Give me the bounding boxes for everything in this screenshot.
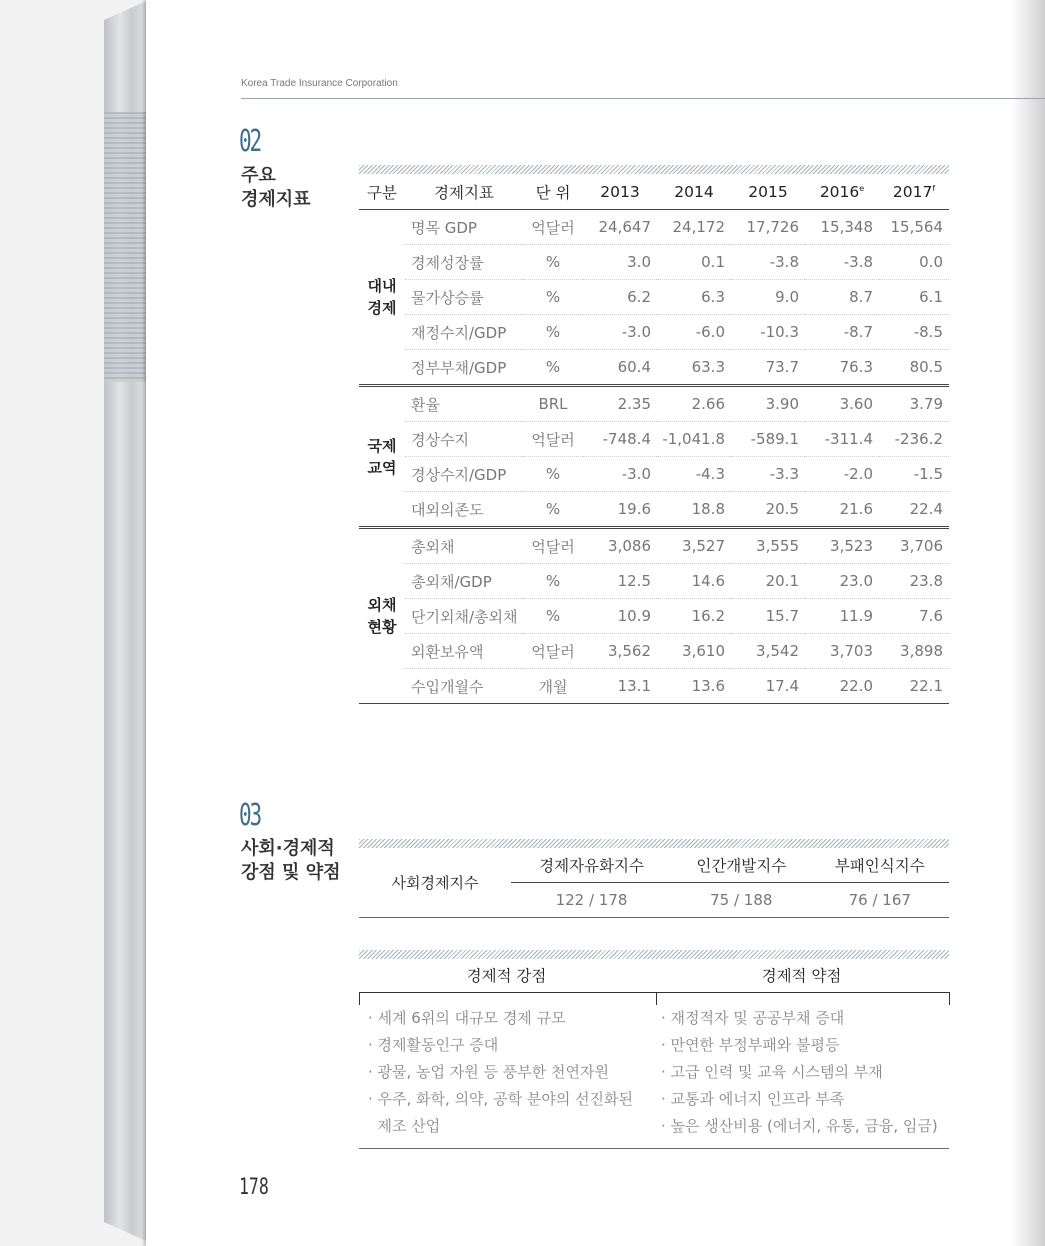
value-cell: 6.2 [583, 280, 657, 315]
unit-cell: % [523, 492, 583, 528]
value-cell: -3.0 [583, 315, 657, 350]
section-title-line2: 강점 및 약점 [241, 862, 341, 883]
header-year: 2017$^f$ [879, 174, 949, 210]
indicator-name: 명목 GDP [405, 210, 523, 245]
socio-col-header: 부패인식지수 [811, 848, 950, 883]
indicator-name: 경제성장률 [405, 245, 523, 280]
indicator-name: 수입개월수 [405, 669, 523, 704]
value-cell: 63.3 [657, 350, 731, 386]
forecast-mark: f [932, 183, 936, 193]
unit-cell: 억달러 [523, 528, 583, 564]
table-row [359, 599, 949, 634]
header-year: 2016e [805, 174, 879, 210]
section-number-03: 03 [239, 798, 261, 833]
unit-cell: BRL [523, 386, 583, 422]
value-cell: 13.1 [583, 669, 657, 704]
section-title-03 [241, 837, 340, 885]
value-cell: 3,706 [879, 528, 949, 564]
value-cell: 2.66 [657, 386, 731, 422]
unit-cell: % [523, 564, 583, 599]
value-cell: 6.1 [879, 280, 949, 315]
value-cell: 7.6 [879, 599, 949, 634]
value-cell: 3,527 [657, 528, 731, 564]
value-cell: 23.8 [879, 564, 949, 599]
table-header-row [359, 174, 949, 210]
header-year: 2015 [731, 174, 805, 210]
value-cell: 3,086 [583, 528, 657, 564]
value-cell: -589.1 [731, 422, 805, 457]
value-cell: 8.7 [805, 280, 879, 315]
value-cell: -3.8 [805, 245, 879, 280]
indicator-name: 경상수지 [405, 422, 523, 457]
weakness-list [661, 1005, 949, 1140]
table-row [359, 457, 949, 492]
value-cell: 15,348 [805, 210, 879, 245]
header-category: 구분 [359, 174, 405, 210]
unit-cell: % [523, 599, 583, 634]
indicator-name: 총외채/GDP [405, 564, 523, 599]
socio-value: 75 / 188 [672, 883, 810, 918]
value-cell: 23.0 [805, 564, 879, 599]
section-title-line1: 주요 [241, 165, 276, 186]
list-item: · 재정적자 및 공공부채 증대 [661, 1009, 845, 1027]
value-cell: 3,610 [657, 634, 731, 669]
value-cell: 17.4 [731, 669, 805, 704]
unit-cell: 개월 [523, 669, 583, 704]
header-unit: 단 위 [523, 174, 583, 210]
table-row [359, 492, 949, 528]
value-cell: 3.0 [583, 245, 657, 280]
unit-cell: % [523, 245, 583, 280]
socioeconomic-index-table [359, 848, 949, 918]
value-cell: 13.6 [657, 669, 731, 704]
page [146, 0, 1045, 1246]
strength-list [368, 1005, 653, 1140]
list-item: · 고급 인력 및 교육 시스템의 부재 [661, 1063, 883, 1081]
table-hatch-bar [359, 839, 949, 848]
value-cell: 24,172 [657, 210, 731, 245]
table-row [359, 386, 949, 422]
group-label: 대내 경제 [359, 210, 405, 386]
value-cell: 3,562 [583, 634, 657, 669]
section-number-02: 02 [239, 124, 261, 159]
value-cell: 24,647 [583, 210, 657, 245]
value-cell: 60.4 [583, 350, 657, 386]
value-cell: 0.1 [657, 245, 731, 280]
value-cell: -1,041.8 [657, 422, 731, 457]
value-cell: 76.3 [805, 350, 879, 386]
indicator-name: 물가상승률 [405, 280, 523, 315]
group-label: 국제 교역 [359, 386, 405, 528]
value-cell: -311.4 [805, 422, 879, 457]
value-cell: 6.3 [657, 280, 731, 315]
value-cell: 3,523 [805, 528, 879, 564]
unit-cell: 억달러 [523, 634, 583, 669]
table-hatch-bar [359, 165, 949, 174]
weakness-title: 경제적 약점 [761, 967, 842, 985]
list-item: · 경제활동인구 증대 [368, 1036, 499, 1054]
socio-index-label: 사회경제지수 [359, 848, 511, 918]
header-year: 2013 [583, 174, 657, 210]
strength-weakness-bottom-rule [359, 1148, 949, 1149]
socio-value: 122 / 178 [511, 883, 672, 918]
header-year: 2014 [657, 174, 731, 210]
socio-value: 76 / 167 [811, 883, 950, 918]
value-cell: 18.8 [657, 492, 731, 528]
value-cell: 12.5 [583, 564, 657, 599]
unit-cell: % [523, 315, 583, 350]
value-cell: -3.3 [731, 457, 805, 492]
value-cell: 3,542 [731, 634, 805, 669]
strength-title: 경제적 강점 [466, 967, 547, 985]
running-header: Korea Trade Insurance Corporation [241, 78, 398, 89]
unit-cell: % [523, 280, 583, 315]
indicator-name: 대외의존도 [405, 492, 523, 528]
value-cell: -748.4 [583, 422, 657, 457]
section-title-line2: 경제지표 [241, 189, 311, 210]
list-item: · 교통과 에너지 인프라 부족 [661, 1090, 845, 1108]
value-cell: 14.6 [657, 564, 731, 599]
book-edge [104, 2, 150, 1240]
indicator-name: 환율 [405, 386, 523, 422]
section-title-02 [241, 164, 311, 212]
indicator-name: 단기외채/총외채 [405, 599, 523, 634]
value-cell: -1.5 [879, 457, 949, 492]
value-cell: -10.3 [731, 315, 805, 350]
socio-col-header: 인간개발지수 [672, 848, 810, 883]
table-row [359, 422, 949, 457]
value-cell: 2.35 [583, 386, 657, 422]
value-cell: 15,564 [879, 210, 949, 245]
table-row [359, 210, 949, 245]
table-row [359, 350, 949, 386]
value-cell: 0.0 [879, 245, 949, 280]
value-cell: 17,726 [731, 210, 805, 245]
strength-weakness-header [359, 960, 949, 992]
header-rule [241, 98, 1045, 99]
table-row [359, 669, 949, 704]
unit-cell: 억달러 [523, 422, 583, 457]
value-cell: 22.0 [805, 669, 879, 704]
list-item: · 높은 생산비용 (에너지, 유통, 금융, 임금) [661, 1117, 938, 1135]
unit-cell: 억달러 [523, 210, 583, 245]
table-row [359, 528, 949, 564]
value-cell: -6.0 [657, 315, 731, 350]
unit-cell: % [523, 457, 583, 492]
value-cell: 22.1 [879, 669, 949, 704]
value-cell: 16.2 [657, 599, 731, 634]
value-cell: 3,703 [805, 634, 879, 669]
value-cell: -3.0 [583, 457, 657, 492]
unit-cell: % [523, 350, 583, 386]
value-cell: 10.9 [583, 599, 657, 634]
header-indicator: 경제지표 [405, 174, 523, 210]
value-cell: 20.1 [731, 564, 805, 599]
value-cell: 3.90 [731, 386, 805, 422]
value-cell: 20.5 [731, 492, 805, 528]
value-cell: -8.7 [805, 315, 879, 350]
value-cell: 3.79 [879, 386, 949, 422]
strength-bracket [359, 992, 657, 1005]
indicator-name: 경상수지/GDP [405, 457, 523, 492]
table-row [359, 564, 949, 599]
page-gutter-shade [1011, 0, 1045, 1246]
indicator-name: 총외채 [405, 528, 523, 564]
value-cell: 3,898 [879, 634, 949, 669]
value-cell: 3.60 [805, 386, 879, 422]
list-item: · 만연한 부정부패와 불평등 [661, 1036, 840, 1054]
table-row [359, 245, 949, 280]
table-row [359, 634, 949, 669]
value-cell: 9.0 [731, 280, 805, 315]
group-label: 외채 현황 [359, 528, 405, 704]
table-hatch-bar [359, 950, 949, 959]
value-cell: -8.5 [879, 315, 949, 350]
socio-col-header: 경제자유화지수 [511, 848, 672, 883]
economic-indicators-table [359, 174, 949, 704]
value-cell: 80.5 [879, 350, 949, 386]
list-item: · 광물, 농업 자원 등 풍부한 천연자원 [368, 1063, 610, 1081]
estimate-mark: e [859, 183, 865, 193]
indicator-name: 정부부채/GDP [405, 350, 523, 386]
value-cell: 21.6 [805, 492, 879, 528]
table-row [359, 280, 949, 315]
list-item: 제조 산업 [368, 1117, 441, 1135]
value-cell: -236.2 [879, 422, 949, 457]
table-row [359, 315, 949, 350]
value-cell: 73.7 [731, 350, 805, 386]
value-cell: 3,555 [731, 528, 805, 564]
indicator-name: 외환보유액 [405, 634, 523, 669]
value-cell: 11.9 [805, 599, 879, 634]
value-cell: 19.6 [583, 492, 657, 528]
page-number: 178 [239, 1175, 269, 1200]
list-item: · 우주, 화학, 의약, 공학 분야의 선진화된 [368, 1090, 634, 1108]
value-cell: -3.8 [731, 245, 805, 280]
value-cell: 22.4 [879, 492, 949, 528]
section-title-line1: 사회·경제적 [241, 838, 335, 859]
value-cell: -2.0 [805, 457, 879, 492]
weakness-bracket [655, 992, 950, 1005]
list-item: · 세계 6위의 대규모 경제 규모 [368, 1009, 566, 1027]
indicator-name: 재정수지/GDP [405, 315, 523, 350]
value-cell: -4.3 [657, 457, 731, 492]
value-cell: 15.7 [731, 599, 805, 634]
